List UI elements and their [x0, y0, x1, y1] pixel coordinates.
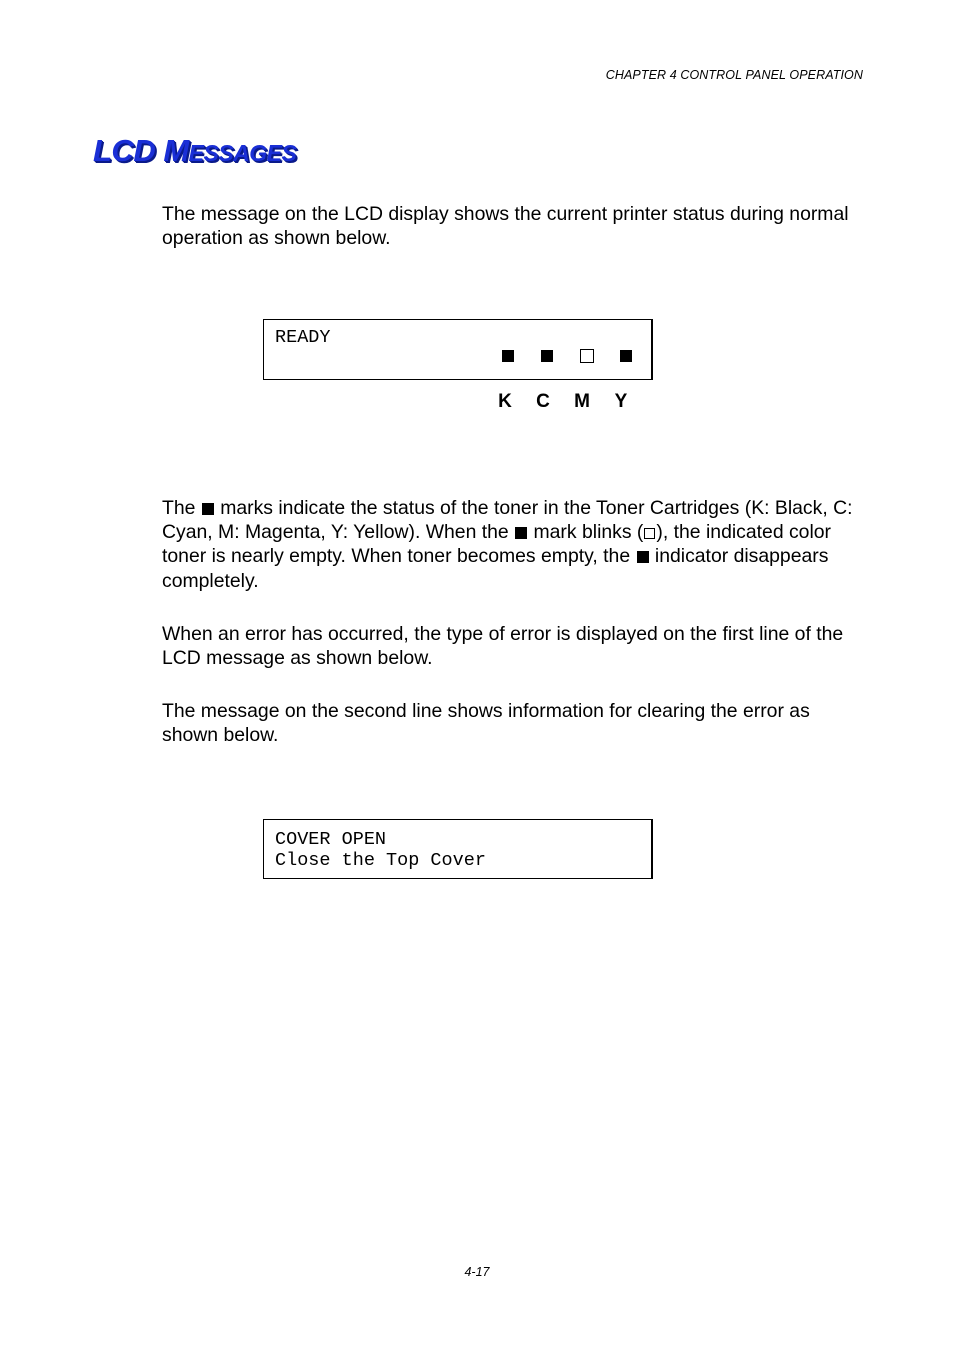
toner-para-text-1: The	[162, 497, 201, 519]
error-paragraph: When an error has occurred, the type of error is displayed on the first line of the LCD message as shown below.	[162, 623, 844, 670]
filled-square-icon	[515, 527, 527, 539]
toner-para-text-5: indicator disappears completely.	[162, 545, 829, 592]
toner-label-m: M	[574, 391, 590, 412]
lcd-error-display	[263, 819, 653, 879]
title-part-m: M	[163, 133, 189, 168]
toner-status-paragraph	[162, 496, 867, 593]
chapter-header: CHAPTER 4 CONTROL PANEL OPERATION	[605, 68, 863, 82]
toner-y-mark-icon	[620, 350, 632, 362]
toner-label-c: C	[536, 391, 550, 412]
lcd-line-1: READY	[275, 327, 331, 348]
intro-paragraph: The message on the LCD display shows the current printer status during normal operation as shown below.	[162, 203, 849, 250]
toner-k-mark-icon	[502, 350, 514, 362]
hollow-square-icon	[644, 528, 655, 539]
page-title	[93, 133, 296, 169]
lcd-ready-display	[263, 319, 653, 380]
toner-para-text-4: ), the indicated color toner is nearly empty. When toner becomes empty, the	[162, 521, 832, 568]
filled-square-icon	[637, 551, 649, 563]
title-part-lcd: LCD	[93, 133, 164, 168]
lcd-error-line-2: Close the Top Cover	[275, 850, 486, 871]
page-number: 4-17	[464, 1265, 490, 1279]
title-part-essages: ESSAGES	[188, 140, 297, 166]
toner-c-mark-icon	[541, 350, 553, 362]
toner-para-text-2: marks indicate the status of the toner in the Toner Cartridges (K: Black, C: Cyan, M: Magenta, Y: Yellow). When the	[162, 497, 853, 544]
toner-label-k: K	[498, 391, 512, 412]
toner-para-text-3: mark blinks (	[528, 521, 644, 544]
toner-label-y: Y	[614, 391, 628, 412]
filled-square-icon	[202, 503, 214, 515]
lcd-error-line-1: COVER OPEN	[275, 829, 387, 850]
toner-m-blink-icon	[580, 349, 594, 363]
second-line-paragraph: The message on the second line shows information for clearing the error as shown below.	[162, 700, 810, 747]
toner-indicator-row	[497, 349, 637, 369]
